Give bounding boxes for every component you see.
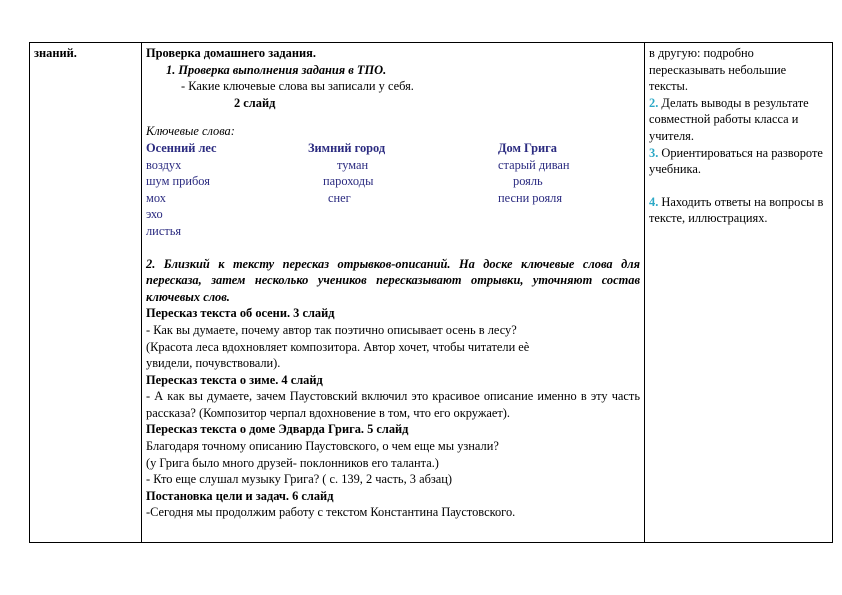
keyword-item: туман: [337, 157, 369, 172]
keywords-column-autumn-forest: [146, 140, 308, 240]
outcome-text: Делать выводы в результате совместной работы класса и учителя.: [649, 95, 809, 143]
autumn-answer-line-2: увидели, почувствовали).: [146, 356, 281, 371]
keyword-item: мох: [146, 190, 166, 205]
keywords-column-grieg-house: [498, 140, 640, 240]
keyword-item: эхо: [146, 207, 163, 222]
retell-grieg-title: Пересказ текста о доме Эдварда Грига: [146, 422, 361, 437]
keyword-item: снег: [328, 190, 351, 205]
autumn-question: - Как вы думаете, почему автор так поэтично описывает осень в лесу?: [146, 322, 517, 337]
goal-heading: Постановка цели и задач. 6 слайд: [146, 488, 334, 503]
teacher-activity-cell: [142, 43, 645, 543]
homework-heading: Проверка домашнего задания.: [146, 46, 316, 60]
keyword-item: воздух: [146, 157, 182, 172]
goal-text: -Сегодня мы продолжим работу с текстом Константина Паустовского.: [146, 505, 516, 520]
keywords-title: Зимний город: [308, 140, 386, 155]
table-row: [30, 43, 833, 543]
keyword-item: листья: [146, 223, 182, 238]
outcome-text: Находить ответы на вопросы в тексте, иллюстрациях.: [649, 194, 824, 226]
winter-question: - А как вы думаете, зачем Паустовский включил это красивое описание именно в эту часть рассказа? (Композитор черпал вдохновение в том, что его окружает).: [146, 389, 640, 420]
stage-cell: [30, 43, 142, 543]
keyword-item: пароходы: [323, 174, 374, 189]
keyword-item: песни рояля: [498, 190, 563, 205]
lesson-plan-table: [29, 42, 833, 543]
keyword-item: шум прибоя: [146, 174, 210, 189]
slide-2-label: 2 слайд: [234, 95, 276, 110]
outcome-number: 4.: [649, 194, 659, 209]
retell-autumn-heading: Пересказ текста об осени. 3 слайд: [146, 306, 335, 321]
retell-grieg-heading: [146, 421, 640, 438]
keywords-title: Дом Грига: [498, 140, 557, 155]
outcome-2: [649, 95, 828, 145]
slide-5-label: . 5 слайд: [360, 422, 409, 437]
homework-check-item: 1. Проверка выполнения задания в ТПО.: [166, 62, 387, 77]
keywords-column-winter-city: [308, 140, 498, 240]
autumn-answer-line-1: (Красота леса вдохновляет композитора. Автор хочет, чтобы читатели еѐ: [146, 339, 530, 354]
keywords-title: Осенний лес: [146, 140, 217, 155]
retell-winter-heading: Пересказ текста о зиме. 4 слайд: [146, 372, 323, 387]
outcome-3: [649, 145, 828, 178]
keywords-label: Ключевые слова:: [146, 124, 235, 139]
outcome-number: 3.: [649, 145, 659, 160]
retelling-task: 2. Близкий к тексту пересказ отрывков-описаний. На доске ключевые слова для пересказа, затем несколько учеников пересказывают отрывки, уточняют состав ключевых слов.: [146, 256, 640, 304]
stage-label: знаний.: [34, 46, 77, 60]
outcome-1-line-2: пересказывать небольшие: [649, 62, 787, 77]
keywords-question: - Какие ключевые слова вы записали у себя.: [181, 79, 414, 94]
listen-question: - Кто еще слушал музыку Грига? ( с. 139, 2 часть, 3 абзац): [146, 472, 453, 487]
outcome-number: 2.: [649, 95, 659, 110]
outcome-1-line-1: в другую: подробно: [649, 46, 754, 60]
keyword-item: старый диван: [498, 157, 570, 172]
outcome-1-line-3: тексты.: [649, 79, 688, 94]
learning-outcomes-cell: [645, 43, 833, 543]
keyword-item: рояль: [513, 174, 543, 189]
outcome-4: [649, 194, 828, 227]
grieg-answer: (у Грига было много друзей- поклонников его таланта.): [146, 455, 439, 470]
outcome-text: Ориентироваться на развороте учебника.: [649, 145, 823, 177]
keywords-table: [146, 140, 640, 240]
grieg-question: Благодаря точному описанию Паустовского, о чем еще мы узнали?: [146, 439, 499, 454]
